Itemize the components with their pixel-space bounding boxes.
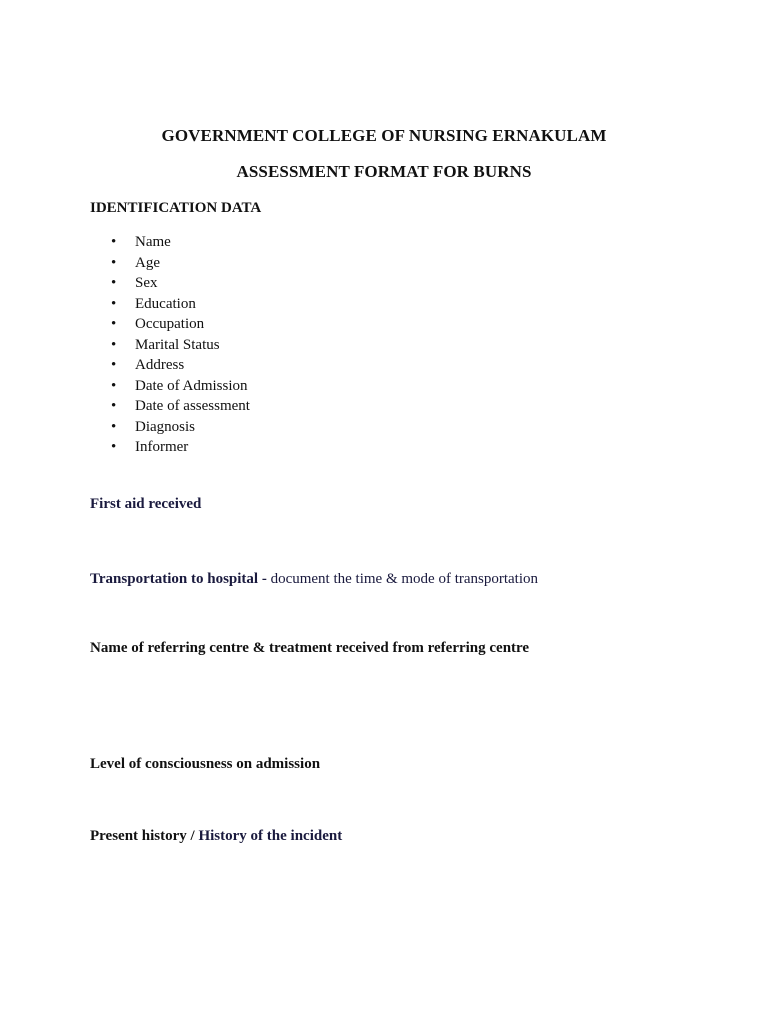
history-section — [90, 828, 342, 845]
bullet-icon: • — [111, 357, 117, 373]
assessment-title: ASSESSMENT FORMAT FOR BURNS — [236, 162, 532, 181]
list-item-occupation: • Occupation — [0, 314, 250, 335]
list-item-date-of-admission: • Date of Admission — [0, 376, 250, 397]
list-item-address: • Address — [0, 355, 250, 376]
bullet-icon: • — [111, 418, 117, 435]
list-item-date-of-assessment: • Date of assessment — [0, 396, 250, 417]
history-heading-present: Present history / — [90, 828, 195, 844]
referring-centre-heading: Name of referring centre & treatment received from referring centre — [90, 640, 530, 656]
transportation-detail: document the time & mode of transportation — [270, 571, 539, 587]
bullet-icon: • — [111, 377, 117, 394]
list-item-marital-status: • Marital Status — [0, 335, 250, 356]
consciousness-heading: Level of consciousness on admission — [90, 756, 321, 772]
transportation-section — [90, 571, 538, 588]
bullet-icon: • — [111, 295, 117, 312]
bullet-icon: • — [111, 234, 117, 250]
identification-list — [0, 232, 250, 458]
history-heading-incident: History of the incident — [198, 828, 343, 844]
bullet-icon: • — [111, 439, 117, 455]
list-item-diagnosis: • Diagnosis — [0, 417, 250, 438]
transportation-heading: Transportation to hospital - — [90, 571, 267, 587]
bullet-icon: • — [111, 316, 117, 332]
list-item-sex: • Sex — [0, 273, 250, 294]
first-aid-heading: First aid received — [90, 496, 202, 512]
bullet-icon: • — [111, 254, 117, 271]
list-item-name: • Name — [0, 232, 250, 253]
list-item-age: • Age — [0, 253, 250, 274]
bullet-icon: • — [111, 398, 117, 414]
list-item-informer: • Informer — [0, 437, 250, 458]
bullet-icon: • — [111, 336, 117, 353]
bullet-icon: • — [111, 275, 117, 291]
college-title: GOVERNMENT COLLEGE OF NURSING ERNAKULAM — [161, 126, 607, 145]
list-item-education: • Education — [0, 294, 250, 315]
identification-heading: IDENTIFICATION DATA — [90, 200, 262, 216]
